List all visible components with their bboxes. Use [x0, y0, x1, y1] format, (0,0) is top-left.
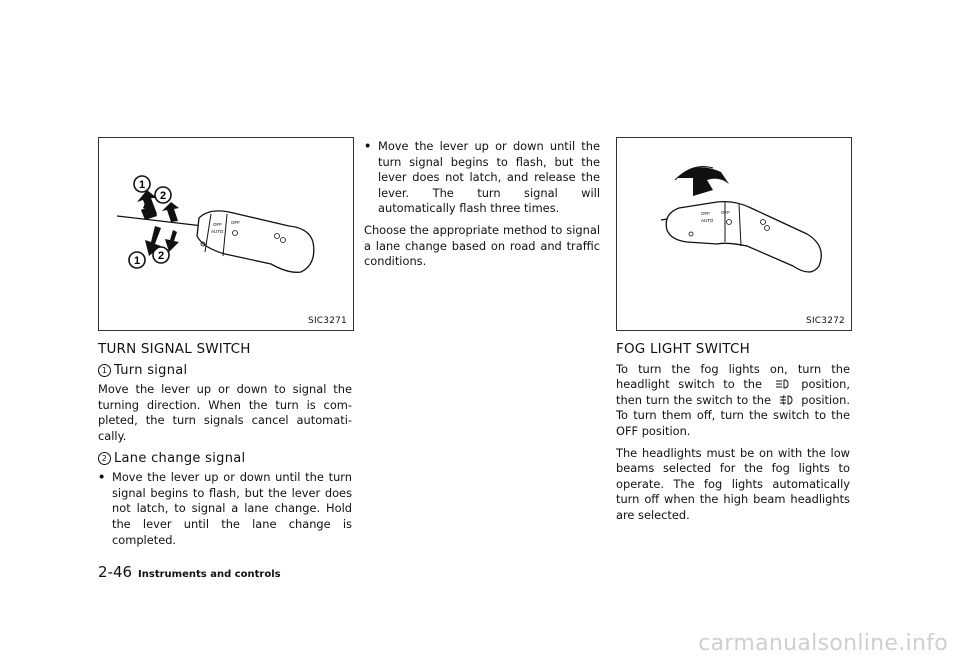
page-footer [98, 562, 281, 581]
svg-text:2: 2 [159, 190, 167, 202]
column-1 [98, 342, 352, 554]
turn-signal-paragraph: Move the lever up or down to signal the turning direction. When the turn is com- pleted, the turn signals cancel automati- cally. [98, 382, 352, 443]
column-3 [616, 342, 850, 530]
svg-text:1: 1 [138, 179, 146, 191]
fog-paragraph-1: To turn the fog lights on, turn the headlight switch to the position, then turn the switch to the position. To turn them off, turn the switch to the OFF position. [616, 361, 851, 438]
figure-turn-signal [98, 137, 354, 331]
subheading-turn-signal: 1 Turn signal [98, 363, 352, 379]
figure-code: SIC3271 [308, 316, 347, 326]
svg-text:OFF: OFF [213, 222, 222, 227]
page-number: 2-46 [98, 563, 133, 581]
section-heading-fog-light: FOG LIGHT SWITCH [616, 341, 750, 357]
svg-text:OFF: OFF [231, 220, 240, 225]
section-heading-turn-signal: TURN SIGNAL SWITCH [98, 341, 251, 357]
label-2-bottom [153, 247, 169, 263]
svg-text:OFF: OFF [701, 211, 710, 216]
svg-text:OFF: OFF [721, 210, 730, 215]
label-2-top [155, 187, 171, 203]
fog-paragraph-2: The headlights must be on with the low beams selected for the fog lights to operate. The fog lights automatically turn off when the high beam headlights are selected. [616, 445, 850, 522]
svg-text:AUTO: AUTO [701, 218, 714, 223]
circled-number-2: 2 [98, 452, 111, 465]
lever-illustration-1 [99, 138, 353, 330]
figure-code: SIC3272 [806, 316, 845, 326]
headlight-icon [774, 378, 790, 390]
svg-text:AUTO: AUTO [211, 229, 224, 234]
svg-text:1: 1 [133, 255, 141, 267]
lever-illustration-2 [617, 138, 851, 330]
svg-text:2: 2 [157, 250, 165, 262]
circled-number-1: 1 [98, 364, 111, 377]
lane-change-paragraph: Choose the appropriate method to signal a lane change based on road and traffic conditions. [364, 222, 600, 269]
section-name: Instruments and controls [138, 569, 281, 580]
column-2 [364, 139, 600, 276]
watermark: carmanualsonline.info [698, 631, 948, 656]
figure-fog-light [616, 137, 852, 331]
bullet-dot: • [364, 139, 372, 153]
subheading-lane-change: 2 Lane change signal [98, 451, 352, 467]
label-1-bottom [129, 252, 145, 268]
label-1-top [134, 176, 150, 192]
fog-light-icon [778, 394, 794, 406]
bullet-dot: • [98, 470, 106, 485]
bullet-item-1: • Move the lever up or down until the turn signal begins to flash, but the lever does not latch, to signal a lane change. Hold the lever until the lane change is completed. [98, 470, 352, 547]
bullet-item-2: • Move the lever up or down until the turn signal begins to flash, but the lever does not latch, and release the lever. The turn signal will automatically flash three times. [364, 139, 600, 216]
